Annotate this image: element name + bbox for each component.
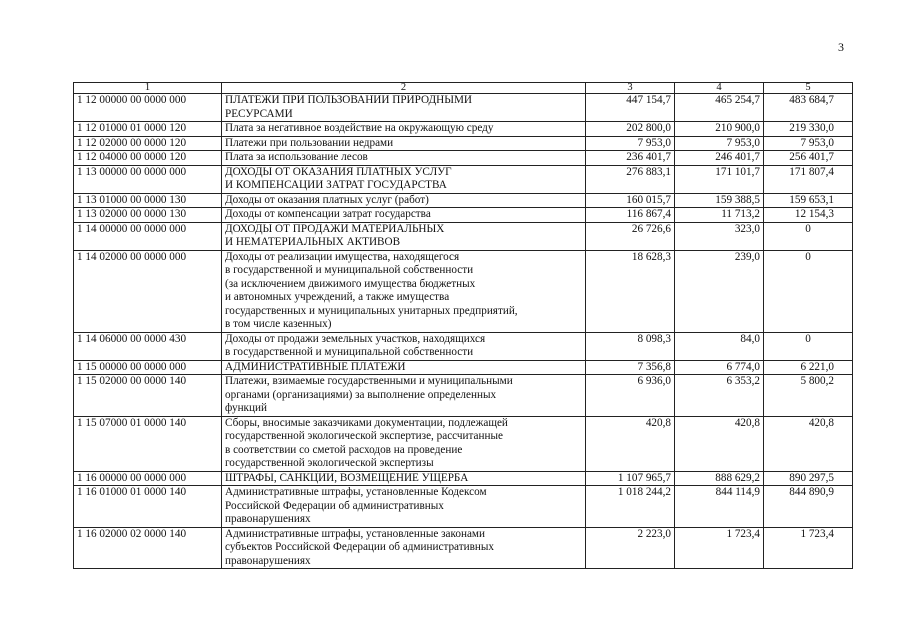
amount-col-5-cell: 219 330,0 bbox=[764, 122, 853, 137]
revenue-name-cell bbox=[222, 136, 586, 151]
table-row bbox=[74, 208, 853, 223]
amount-col-4-cell: 6 774,0 bbox=[675, 360, 764, 375]
revenue-name-line: Доходы от компенсации затрат государства bbox=[225, 208, 431, 220]
revenue-name-line: Плата за использование лесов bbox=[225, 151, 368, 163]
header-col-2: 2 bbox=[222, 83, 586, 94]
table-row bbox=[74, 332, 853, 360]
amount-col-3-cell: 7 953,0 bbox=[586, 136, 675, 151]
table-row bbox=[74, 360, 853, 375]
amount-col-4-cell: 159 388,5 bbox=[675, 193, 764, 208]
table-header-row bbox=[74, 83, 853, 94]
revenue-name-line: РЕСУРСАМИ bbox=[225, 107, 293, 120]
amount-col-5-cell: 0 bbox=[764, 250, 853, 332]
revenue-name-line: в соответствии со сметой расходов на проведение bbox=[225, 443, 463, 456]
revenue-code-cell: 1 12 00000 00 0000 000 bbox=[74, 94, 222, 122]
page-number: 3 bbox=[838, 40, 844, 54]
amount-col-3-cell: 1 018 244,2 bbox=[586, 486, 675, 528]
amount-col-4-cell: 239,0 bbox=[675, 250, 764, 332]
revenue-name-cell bbox=[222, 360, 586, 375]
revenue-name-line: Доходы от продажи земельных участков, находящихся bbox=[225, 332, 486, 345]
table-row bbox=[74, 250, 853, 332]
revenue-name-line: и автономных учреждений, а также имущества bbox=[225, 291, 450, 303]
amount-col-5-cell: 7 953,0 bbox=[764, 136, 853, 151]
revenue-name-line: И КОМПЕНСАЦИИ ЗАТРАТ ГОСУДАРСТВА bbox=[225, 179, 447, 191]
amount-col-3-cell: 7 356,8 bbox=[586, 360, 675, 375]
revenue-name-line: ДОХОДЫ ОТ ПРОДАЖИ МАТЕРИАЛЬНЫХ bbox=[225, 222, 445, 235]
amount-col-3-cell: 8 098,3 bbox=[586, 332, 675, 360]
revenue-name-cell bbox=[222, 250, 586, 332]
revenue-name-line: И НЕМАТЕРИАЛЬНЫХ АКТИВОВ bbox=[225, 236, 401, 248]
amount-col-3-cell: 18 628,3 bbox=[586, 250, 675, 332]
amount-col-4-cell: 171 101,7 bbox=[675, 165, 764, 193]
revenue-code-cell: 1 14 06000 00 0000 430 bbox=[74, 332, 222, 360]
amount-col-5-cell: 0 bbox=[764, 222, 853, 250]
revenue-name-line: субъектов Российской Федерации об административных bbox=[225, 541, 494, 553]
amount-col-5-cell: 483 684,7 bbox=[764, 94, 853, 122]
revenue-name-cell bbox=[222, 527, 586, 569]
amount-col-3-cell: 1 107 965,7 bbox=[586, 471, 675, 486]
amount-col-4-cell: 465 254,7 bbox=[675, 94, 764, 122]
revenue-name-cell bbox=[222, 222, 586, 250]
table-row bbox=[74, 222, 853, 250]
amount-col-4-cell: 888 629,2 bbox=[675, 471, 764, 486]
table-row bbox=[74, 375, 853, 417]
header-col-4: 4 bbox=[675, 83, 764, 94]
amount-col-3-cell: 26 726,6 bbox=[586, 222, 675, 250]
revenue-name-cell bbox=[222, 122, 586, 137]
revenue-code-cell: 1 16 00000 00 0000 000 bbox=[74, 471, 222, 486]
amount-col-5-cell: 5 800,2 bbox=[764, 375, 853, 417]
revenue-name-line: Российской Федерации об административных bbox=[225, 499, 444, 512]
revenue-name-line: Административные штрафы, установленные законами bbox=[225, 527, 485, 540]
table-row bbox=[74, 471, 853, 486]
table-row bbox=[74, 94, 853, 122]
revenue-name-line: в том числе казенных) bbox=[225, 318, 332, 330]
revenue-name-cell bbox=[222, 416, 586, 471]
revenue-name-line: Доходы от реализации имущества, находящегося bbox=[225, 250, 460, 263]
amount-col-4-cell: 1 723,4 bbox=[675, 527, 764, 569]
amount-col-3-cell: 420,8 bbox=[586, 416, 675, 471]
amount-col-3-cell: 202 800,0 bbox=[586, 122, 675, 137]
revenue-name-line: ДОХОДЫ ОТ ОКАЗАНИЯ ПЛАТНЫХ УСЛУГ bbox=[225, 165, 452, 178]
amount-col-3-cell: 6 936,0 bbox=[586, 375, 675, 417]
amount-col-5-cell: 256 401,7 bbox=[764, 151, 853, 166]
revenue-name-line: государственных и муниципальных унитарных предприятий, bbox=[225, 304, 518, 317]
revenue-name-cell bbox=[222, 375, 586, 417]
revenue-name-cell bbox=[222, 151, 586, 166]
revenue-name-line: правонарушениях bbox=[225, 554, 311, 567]
budget-revenue-table bbox=[73, 82, 853, 569]
amount-col-4-cell: 7 953,0 bbox=[675, 136, 764, 151]
revenue-name-line: Платежи, взимаемые государственными и муниципальными bbox=[225, 375, 513, 387]
amount-col-5-cell: 159 653,1 bbox=[764, 193, 853, 208]
amount-col-4-cell: 210 900,0 bbox=[675, 122, 764, 137]
amount-col-3-cell: 2 223,0 bbox=[586, 527, 675, 569]
revenue-code-cell: 1 15 02000 00 0000 140 bbox=[74, 375, 222, 417]
table-row bbox=[74, 527, 853, 569]
amount-col-4-cell: 323,0 bbox=[675, 222, 764, 250]
amount-col-3-cell: 447 154,7 bbox=[586, 94, 675, 122]
revenue-code-cell: 1 13 01000 00 0000 130 bbox=[74, 193, 222, 208]
amount-col-5-cell: 420,8 bbox=[764, 416, 853, 471]
revenue-name-line: правонарушениях bbox=[225, 513, 311, 525]
table-row bbox=[74, 165, 853, 193]
header-col-1: 1 bbox=[74, 83, 222, 94]
revenue-name-line: органами (организациями) за выполнение определенных bbox=[225, 388, 497, 401]
revenue-name-line: Административные штрафы, установленные Кодексом bbox=[225, 486, 487, 498]
revenue-code-cell: 1 12 02000 00 0000 120 bbox=[74, 136, 222, 151]
amount-col-5-cell: 890 297,5 bbox=[764, 471, 853, 486]
table-row bbox=[74, 486, 853, 528]
amount-col-4-cell: 246 401,7 bbox=[675, 151, 764, 166]
amount-col-3-cell: 116 867,4 bbox=[586, 208, 675, 223]
table-row bbox=[74, 416, 853, 471]
revenue-code-cell: 1 14 02000 00 0000 000 bbox=[74, 250, 222, 332]
amount-col-5-cell: 6 221,0 bbox=[764, 360, 853, 375]
revenue-name-cell bbox=[222, 165, 586, 193]
revenue-code-cell: 1 12 01000 01 0000 120 bbox=[74, 122, 222, 137]
amount-col-4-cell: 11 713,2 bbox=[675, 208, 764, 223]
revenue-name-line: Доходы от оказания платных услуг (работ) bbox=[225, 193, 429, 206]
revenue-name-line: государственной экологической экспертизе, рассчитанные bbox=[225, 430, 503, 442]
revenue-code-cell: 1 15 07000 01 0000 140 bbox=[74, 416, 222, 471]
amount-col-5-cell: 12 154,3 bbox=[764, 208, 853, 223]
revenue-name-line: функций bbox=[225, 402, 267, 414]
amount-col-4-cell: 6 353,2 bbox=[675, 375, 764, 417]
amount-col-5-cell: 171 807,4 bbox=[764, 165, 853, 193]
amount-col-5-cell: 1 723,4 bbox=[764, 527, 853, 569]
amount-col-5-cell: 0 bbox=[764, 332, 853, 360]
revenue-name-line: Платежи при пользовании недрами bbox=[225, 136, 394, 149]
header-col-3: 3 bbox=[586, 83, 675, 94]
revenue-code-cell: 1 16 01000 01 0000 140 bbox=[74, 486, 222, 528]
revenue-name-line: в государственной и муниципальной собственности bbox=[225, 346, 474, 358]
revenue-code-cell: 1 12 04000 00 0000 120 bbox=[74, 151, 222, 166]
revenue-name-line: государственной экологической экспертизы bbox=[225, 457, 434, 469]
amount-col-4-cell: 84,0 bbox=[675, 332, 764, 360]
revenue-name-line: ШТРАФЫ, САНКЦИИ, ВОЗМЕЩЕНИЕ УЩЕРБА bbox=[225, 471, 469, 484]
revenue-code-cell: 1 15 00000 00 0000 000 bbox=[74, 360, 222, 375]
revenue-name-line: АДМИНИСТРАТИВНЫЕ ПЛАТЕЖИ bbox=[225, 360, 406, 373]
revenue-code-cell: 1 16 02000 02 0000 140 bbox=[74, 527, 222, 569]
table-row bbox=[74, 122, 853, 137]
table-row bbox=[74, 193, 853, 208]
revenue-name-line: Сборы, вносимые заказчиками документации, подлежащей bbox=[225, 416, 508, 429]
revenue-name-line: в государственной и муниципальной собственности bbox=[225, 264, 474, 276]
amount-col-4-cell: 420,8 bbox=[675, 416, 764, 471]
header-col-5: 5 bbox=[764, 83, 853, 94]
table-row bbox=[74, 151, 853, 166]
amount-col-5-cell: 844 890,9 bbox=[764, 486, 853, 528]
amount-col-3-cell: 236 401,7 bbox=[586, 151, 675, 166]
revenue-name-cell bbox=[222, 486, 586, 528]
amount-col-3-cell: 276 883,1 bbox=[586, 165, 675, 193]
table-body bbox=[74, 94, 853, 569]
revenue-code-cell: 1 13 00000 00 0000 000 bbox=[74, 165, 222, 193]
revenue-name-cell bbox=[222, 208, 586, 223]
revenue-code-cell: 1 14 00000 00 0000 000 bbox=[74, 222, 222, 250]
revenue-code-cell: 1 13 02000 00 0000 130 bbox=[74, 208, 222, 223]
amount-col-3-cell: 160 015,7 bbox=[586, 193, 675, 208]
revenue-name-line: (за исключением движимого имущества бюджетных bbox=[225, 277, 476, 290]
revenue-name-line: Плата за негативное воздействие на окружающую среду bbox=[225, 122, 494, 134]
revenue-name-cell bbox=[222, 94, 586, 122]
amount-col-4-cell: 844 114,9 bbox=[675, 486, 764, 528]
table-row bbox=[74, 136, 853, 151]
revenue-name-cell bbox=[222, 471, 586, 486]
revenue-name-cell bbox=[222, 193, 586, 208]
revenue-name-cell bbox=[222, 332, 586, 360]
revenue-name-line: ПЛАТЕЖИ ПРИ ПОЛЬЗОВАНИИ ПРИРОДНЫМИ bbox=[225, 94, 473, 106]
